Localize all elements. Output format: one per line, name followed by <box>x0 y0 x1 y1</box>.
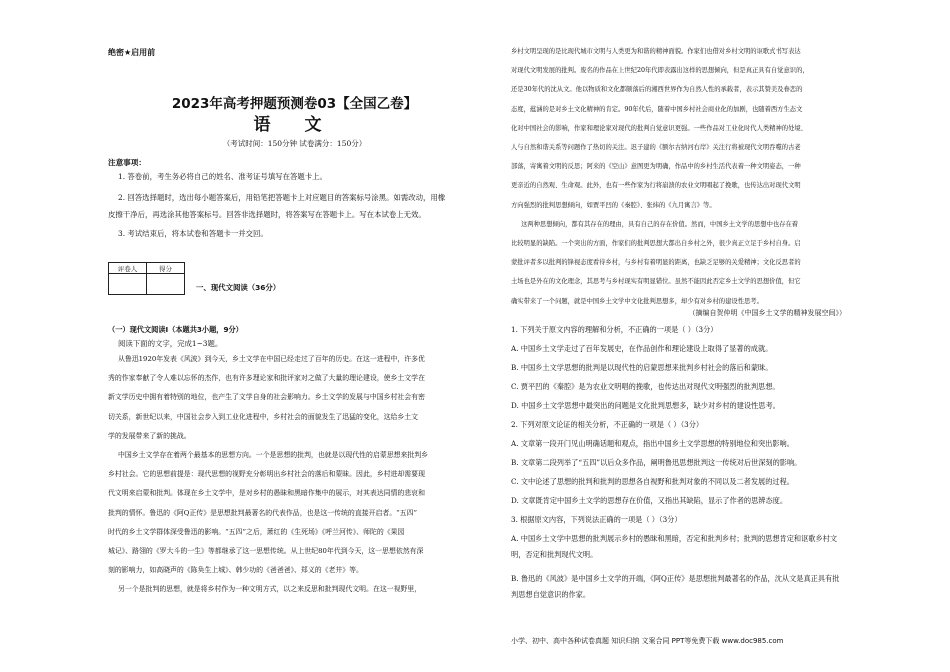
score-table-header-score: 得分 <box>147 263 185 274</box>
section-instruction: 阅读下面的文字，完成1~3题。 <box>118 339 223 348</box>
passage-line: 比较明显的缺陷。一个突出的方面，作家们的批判思想大都出自乡村之外，很少真正立足于乡村自身。启 <box>511 240 801 248</box>
score-table-header-grader: 评卷人 <box>109 263 147 274</box>
exam-info: （考试时间：150分钟 试卷满分：150分） <box>222 139 367 148</box>
passage-line: 城记》、路翎的《罗大斗的一生》等都继承了这一思想传统。从上世纪80年代到今天，这一思想依然有深 <box>108 547 424 556</box>
passage-line: 态度，蕴涵的是对乡土文化精神的肯定。90年代后，随着中国乡村社会商业化的加剧，也随着西方生态文 <box>511 105 803 113</box>
option-2d: D. 文章既肯定中国乡土文学的思想存在价值，又指出其缺陷，显示了作者的思辨态度。 <box>511 496 788 505</box>
notes-heading: 注意事项： <box>108 158 146 167</box>
page-footer: 小学、初中、高中各种试卷真题 知识归纳 文案合同 PPT等免费下载 www.doc985.com <box>511 637 784 645</box>
passage-line: 刻的影响力，如高晓声的《陈奂生上城》、韩少功的《爸爸爸》、郑义的《老井》等。 <box>108 566 363 575</box>
passage-line: 另一个是批判的思想，就是将乡村作为一种文明方式，以之来反思和批判现代文明。在这一视野里， <box>118 585 422 594</box>
option-3a: A. 中国乡土文学中思想的批判展示乡村的愚昧和黑暗，否定和批判乡村；批判的思想肯定和讴歌乡村文明，否定和批判现代文明。 <box>511 534 838 559</box>
passage-line: 从鲁迅1920年发表《风波》到今天，乡土文学在中国已经走过了百年的历史。在这一进程中，许多优 <box>118 355 425 363</box>
passage-line: 新文学历史中拥有着特别的地位，也产生了文学自身的社会影响力。乡土文学的发展与中国乡村社会有密 <box>108 393 425 402</box>
option-1a: A. 中国乡土文学走过了百年发展史，在作品创作和理论建设上取得了显著的成就。 <box>511 344 773 353</box>
option-2b: B. 文章第二段列举了“五四”以后众多作品，阐明鲁迅思想批判这一传统对后世深刻的影响。 <box>511 458 802 467</box>
subject-title: 语 文 <box>253 115 336 135</box>
section-subtitle: （一）现代文阅读Ⅰ（本题共3小题，9分） <box>108 325 243 334</box>
passage-line: 蒙批评者多以批判的锋视态度看待乡村，与乡村有着明显的距离，也缺乏足够的关爱精神；文化反思者的 <box>511 259 801 267</box>
option-2a: A. 文章第一段开门见山明确话题和观点，指出中国乡土文学思想的特别地位和突出影响。 <box>511 439 794 448</box>
passage-line: 人与自然和谐关系等问题作了热切的关注。迟子建的《额尔古纳河右岸》关注行将被现代文明吞噬的古老 <box>511 144 801 152</box>
note-item: 2. 回答选择题时，选出每小题答案后，用铅笔把答题卡上对应题目的答案标号涂黑。如需改动，用橡 <box>118 193 446 202</box>
option-2c: C. 文中论述了思想的批判和批判的思想各自视野和批判对象的不同以及二者发展的过程。 <box>511 477 794 486</box>
passage-line: 中国乡土文学存在着两个最基本的思想方向。一个是思想的批判，也就是以现代性的启蒙思想来批判乡 <box>118 451 429 460</box>
passage-line: 乡村文明呈现的是比现代城市文明与人类更为和谐的精神面貌。作家们也借对乡村文明的讴歌式书写表达 <box>511 48 801 55</box>
question-stem: 3. 根据原文内容，下列说法正确的一项是（ ）（3分） <box>511 515 682 524</box>
passage-line: 时代的乡土文学群体深受鲁迅的影响。“五四”之后，萧红的《生死场》《呼兰河传》、师陀的《果园 <box>108 527 405 536</box>
question-stem: 2. 下列对原文论证的相关分析，不正确的一项是（ ）（3分） <box>511 420 704 429</box>
score-table <box>108 262 185 295</box>
option-1c: C. 贾平凹的《秦腔》是为农业文明唱的挽歌，也传达出对现代文明强烈的批判思想。 <box>511 382 780 391</box>
passage-line: 化对中国社会的影响，作家和理论家对现代的批判自觉意识更强。一些作品对工业化时代人类精神的处境、 <box>511 124 807 132</box>
passage-line: 秀的作家奉献了令人难以忘怀的杰作，也有许多理论家和批评家对之做了大量的理论建设，使乡土文学在 <box>108 374 425 383</box>
score-table-cell <box>109 274 147 295</box>
option-3b: B. 鲁迅的《风波》是中国乡土文学的开端，《阿Q正传》是思想批判最著名的作品，沈从文是真正具有批判思想自觉意识的作家。 <box>511 574 840 599</box>
secret-label: 绝密★启用前 <box>108 48 156 57</box>
passage-line: 学的发展带来了新的挑战。 <box>108 431 191 440</box>
passage-line: 土场也是外在的文化理念，其思考与乡村现实有明显错位。虽然不能因此否定乡土文学的思想价值，但它 <box>511 278 801 286</box>
passage-line: 代文明来启蒙和批判。体现在乡土文学中，是对乡村的愚昧和黑暗作集中的展示，对其表达同情的悲哀和 <box>108 489 425 498</box>
passage-line: 批判的情怀。鲁迅的《阿Q正传》是思想批判最著名的代表作品，也是这一传统的直接开启者。“五四” <box>108 508 417 517</box>
note-item: 3. 考试结束后，将本试卷和答题卡一并交回。 <box>118 229 268 238</box>
passage-line: 更亲近的自然观、生命观。此外，也有一些作家为行将崩溃的农业文明唱起了挽歌，也传达出对现代文明 <box>511 182 801 190</box>
passage-line: 对现代文明发展的批判。废名的作品在上世纪20年代即表露出这样的思想倾向，但是真正具有自觉意识的， <box>511 67 809 75</box>
question-stem: 1. 下列关于原文内容的理解和分析，不正确的一项是（ ）（3分） <box>511 325 718 334</box>
exam-title: 2023年高考押题预测卷03【全国乙卷】 <box>171 96 418 112</box>
passage-line: 切关系，新世纪以来，中国社会步入到工业化进程中，乡村社会的面貌发生了迅猛的变化，这给乡土文 <box>108 412 419 421</box>
note-item: 1. 答卷前，考生务必将自己的姓名、准考证号填写在答题卡上。 <box>118 172 327 181</box>
passage-line: 这两种思想倾向，都有其存在的理由，具有自己的存在价值。然而，中国乡土文学的思想中也存在着 <box>521 220 799 228</box>
section-title: 一、现代文阅读（36分） <box>196 283 281 292</box>
option-1d: D. 中国乡土文学思想中最突出的问题是文化批判思想多，缺少对乡村的建设性思考。 <box>511 401 780 410</box>
score-table-cell <box>147 274 185 295</box>
passage-line: 方向强烈的批判思想倾向，如贾平凹的《秦腔》、张炜的《九月寓言》等。 <box>511 201 716 209</box>
source-citation: （摘编自贺仲明《中国乡土文学的精神发展空间》） <box>688 309 846 317</box>
right-passage <box>511 42 846 311</box>
note-item: 皮擦干净后，再选涂其他答案标号。回答非选择题时，将答案写在答题卡上。写在本试卷上无效。 <box>108 210 426 219</box>
passage-line: 确实带来了一个问题，就是中国乡土文学中文化批判思想多，却少有对乡村的建设性思考。 <box>511 297 763 305</box>
passage-line: 乡村社会。它的思想前提是：现代思想的视野充分彰明出乡村社会的落后和蒙昧。因此，乡村进却需要现 <box>108 470 425 479</box>
passage-line: 还是30年代的沈从文。他以物质和文化都颇落后的湘西世界作为自然人性的承载者，表示其赞美及眷恋的 <box>511 86 803 94</box>
option-1b: B. 中国乡土文学思想的批判是以现代性的启蒙思想来批判乡村社会的落后和蒙昧。 <box>511 363 773 372</box>
passage-line: 部落，寄寓着文明的反思；阿来的《空山》意图更为明确，作品中的乡村生活代表着一种文明姿态，一种 <box>511 163 801 171</box>
left-passage <box>108 350 481 600</box>
